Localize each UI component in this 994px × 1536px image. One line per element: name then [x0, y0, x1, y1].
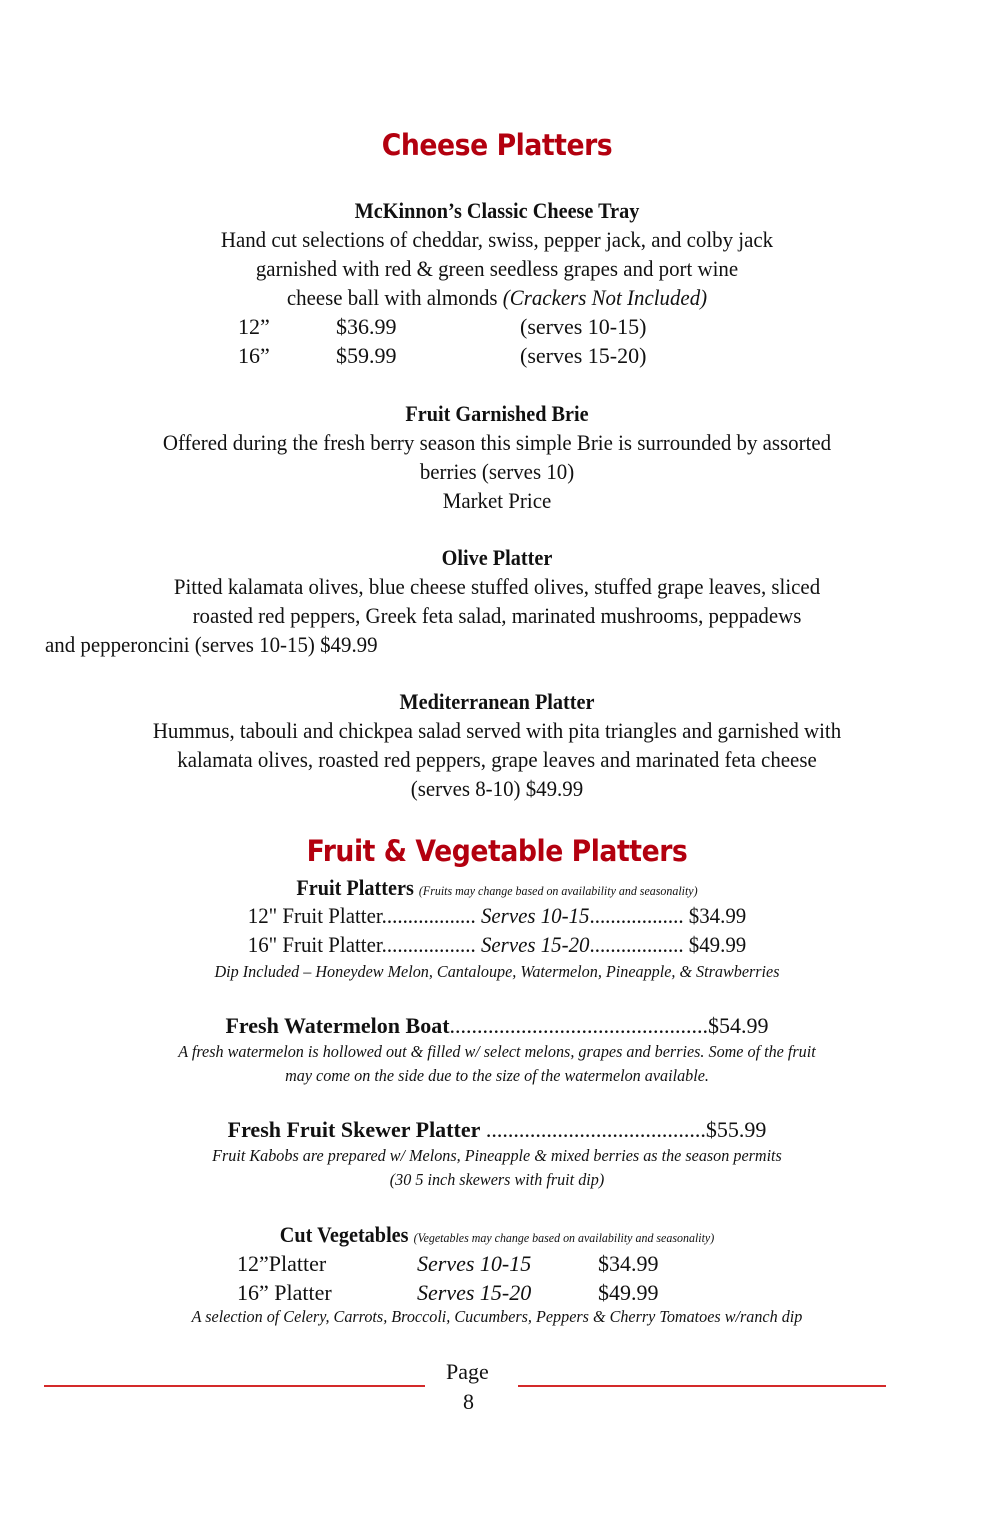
- row-leader: ..................: [381, 903, 476, 928]
- fruit-platter-row: [25, 903, 969, 929]
- item-desc-line: Hummus, tabouli and chickpea salad served with pita triangles and garnished with: [152, 718, 842, 743]
- item-desc-line: (30 5 inch skewers with fruit dip): [389, 1170, 605, 1189]
- cut-vegetables-footer: A selection of Celery, Carrots, Broccoli, Cucumbers, Peppers & Cherry Tomatoes w/ranch dip: [191, 1307, 803, 1326]
- veg-row-serves: Serves 15-20: [417, 1280, 532, 1305]
- cut-vegetables-note: (Vegetables may change based on availability and seasonality): [413, 1230, 715, 1245]
- size-label: 12”: [238, 314, 270, 339]
- row-price: $34.99: [688, 903, 747, 928]
- size-price: $59.99: [336, 343, 397, 368]
- row-label: 12" Fruit Platter: [247, 903, 382, 928]
- fruit-platters-name: Fruit Platters: [296, 875, 414, 900]
- footer-divider-right: [518, 1385, 886, 1387]
- item-desc-line: Pitted kalamata olives, blue cheese stuffed olives, stuffed grape leaves, sliced: [173, 574, 821, 599]
- item-desc-line: Fruit Kabobs are prepared w/ Melons, Pineapple & mixed berries as the season permits: [212, 1146, 782, 1165]
- cut-vegetables-name: Cut Vegetables: [279, 1222, 409, 1247]
- row-leader: ..................: [589, 903, 684, 928]
- item-desc-line: Hand cut selections of cheddar, swiss, pepper jack, and colby jack: [220, 227, 774, 252]
- row-leader: ...............................................: [449, 1013, 709, 1038]
- row-serves: Serves 10-15: [480, 903, 590, 928]
- size-serves: (serves 10-15): [520, 314, 647, 339]
- row-label: 16" Fruit Platter: [247, 932, 382, 957]
- item-desc-line: A fresh watermelon is hollowed out & filled w/ select melons, grapes and berries. Some of the fruit: [178, 1042, 816, 1061]
- row-price: $54.99: [708, 1013, 769, 1038]
- row-price: $55.99: [705, 1117, 767, 1142]
- item-desc-line: and pepperoncini (serves 10-15) $49.99: [45, 632, 378, 657]
- item-title-watermelon-boat: Fresh Watermelon Boat: [225, 1013, 450, 1038]
- crackers-note: (Crackers Not Included): [502, 285, 708, 310]
- watermelon-boat-row: [0, 1013, 994, 1039]
- item-title-olive-platter: Olive Platter: [441, 545, 553, 570]
- item-desc-line: kalamata olives, roasted red peppers, grape leaves and marinated feta cheese: [177, 747, 817, 772]
- skewer-platter-row: [0, 1117, 994, 1143]
- section-title-cheese-platters: Cheese Platters: [381, 128, 613, 162]
- veg-row-serves: Serves 10-15: [417, 1251, 532, 1276]
- veg-row-price: $34.99: [598, 1251, 659, 1276]
- item-desc-line: roasted red peppers, Greek feta salad, marinated mushrooms, peppadews: [192, 603, 802, 628]
- item-desc-line: Offered during the fresh berry season this simple Brie is surrounded by assorted: [162, 430, 832, 455]
- page-number: 8: [463, 1389, 474, 1414]
- row-serves: Serves 15-20: [480, 932, 590, 957]
- item-title-fruit-garnished-brie: Fruit Garnished Brie: [405, 401, 589, 426]
- row-price: $49.99: [688, 932, 747, 957]
- page-label: Page: [446, 1359, 489, 1384]
- size-label: 16”: [238, 343, 270, 368]
- item-title-fruit-platters: [40, 875, 954, 901]
- item-desc-line: Market Price: [442, 488, 552, 513]
- item-desc-line: [25, 285, 969, 311]
- item-title-classic-cheese-tray: McKinnon’s Classic Cheese Tray: [354, 198, 640, 223]
- item-desc-text: cheese ball with almonds: [286, 285, 498, 310]
- size-price: $36.99: [336, 314, 397, 339]
- item-desc-line: garnished with red & green seedless grapes and port wine: [255, 256, 739, 281]
- row-leader: ..................: [381, 932, 476, 957]
- item-title-mediterranean-platter: Mediterranean Platter: [399, 689, 595, 714]
- size-serves: (serves 15-20): [520, 343, 647, 368]
- section-title-fruit-vegetable-platters: Fruit & Vegetable Platters: [306, 834, 688, 868]
- row-leader: ..................: [589, 932, 684, 957]
- fruit-platter-footer: Dip Included – Honeydew Melon, Cantaloupe, Watermelon, Pineapple, & Strawberries: [214, 962, 780, 981]
- item-title-skewer-platter: Fresh Fruit Skewer Platter: [227, 1117, 481, 1142]
- item-desc-line: (serves 8-10) $49.99: [410, 776, 584, 801]
- fruit-platter-row: [25, 932, 969, 958]
- fruit-platters-note: (Fruits may change based on availability and seasonality): [418, 883, 698, 898]
- footer-divider-left: [44, 1385, 425, 1387]
- veg-row-price: $49.99: [598, 1280, 659, 1305]
- item-desc-line: may come on the side due to the size of the watermelon available.: [285, 1066, 709, 1085]
- row-leader: ........................................: [485, 1117, 706, 1142]
- veg-row-label: 12”Platter: [237, 1251, 327, 1276]
- item-desc-line: berries (serves 10): [419, 459, 575, 484]
- veg-row-label: 16” Platter: [237, 1280, 332, 1305]
- item-title-cut-vegetables: [40, 1222, 954, 1248]
